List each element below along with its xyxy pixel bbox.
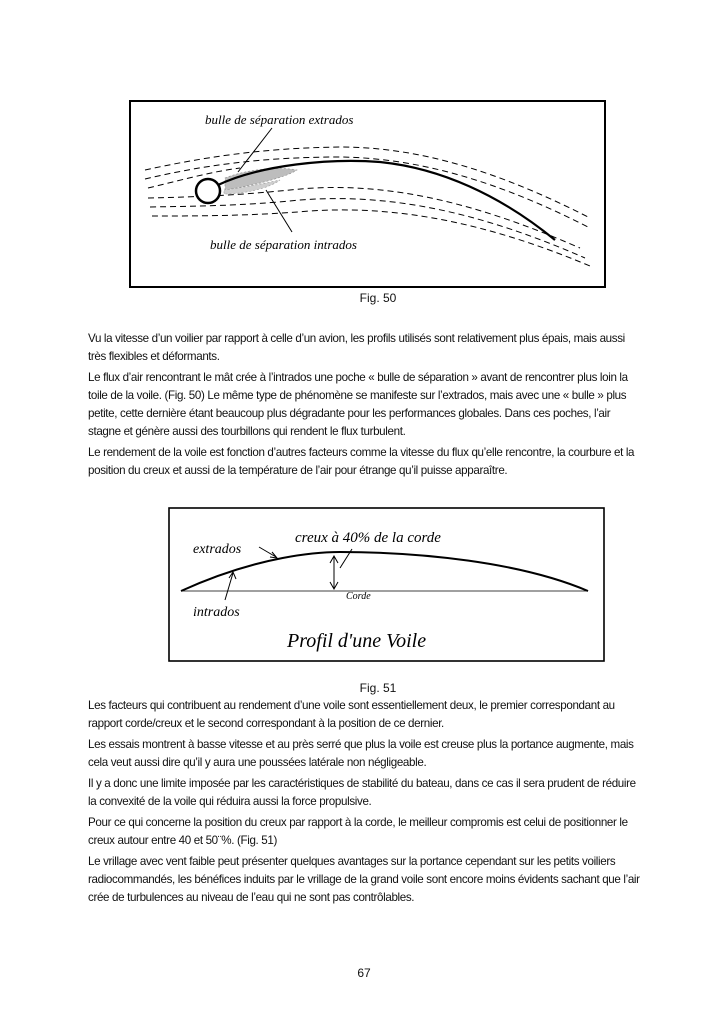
depth-arrow-head-bottom: [330, 582, 338, 589]
label-extrados: extrados: [193, 542, 242, 557]
paragraph: Les facteurs qui contribuent au rendement d’une voile sont essentiellement deux, le premier correspondant au rapport corde/creux et le second correspondant à la position de ce dernier.: [88, 699, 615, 730]
mast-icon: [196, 179, 220, 203]
paragraph: Le flux d’air rencontrant le mât crée à l’intrados une poche « bulle de séparation » avant de rencontrer plus loin la toile de la voile. (Fig. 50) Le même type de phénomène se manifeste sur l’extrados, mais avec une « bulle » plus petite, cette dernière étant beaucoup plus dégradante pour les performances globales. Dans ces poches, l’air stagne et génère aussi des tourbillons qui rendent le flux turbulent.: [88, 371, 628, 438]
figure-51-caption: Fig. 51: [359, 681, 397, 695]
figure-50: [0, 0, 728, 300]
paragraph: Pour ce qui concerne la position du creux par rapport à la corde, le meilleur compromis est celui de positionner le creux autour entre 40 et 50¨%. (Fig. 51): [88, 816, 628, 847]
page-number: 67: [357, 966, 371, 980]
paragraph: Les essais montrent à basse vitesse et au près serré que plus la voile est creuse plus la portance augmente, mais cela veut aussi dire qu’il y aura une poussées latérale non négligeable.: [88, 738, 634, 769]
figure-51-frame: [169, 508, 604, 661]
arrow-head: [229, 572, 236, 579]
pointer-line-extrados: [238, 128, 272, 172]
pointer-line-intrados: [225, 573, 233, 600]
label-creux: creux à 40% de la corde: [295, 530, 441, 546]
paragraph: Il y a donc une limite imposée par les caractéristiques de stabilité du bateau, dans ce cas il sera prudent de réduire la convexité de la voile qui réduira aussi la force propulsive.: [88, 777, 636, 808]
pointer-line-intrados: [266, 190, 292, 232]
label-bulle-extrados: bulle de séparation extrados: [205, 112, 354, 127]
label-intrados: intrados: [193, 605, 240, 620]
pointer-line-extrados: [259, 547, 276, 557]
label-bulle-intrados: bulle de séparation intrados: [210, 237, 357, 252]
text-section-b: [88, 697, 644, 910]
paragraph: Vu la vitesse d’un voilier par rapport à celle d’un avion, les profils utilisés sont relativement plus épais, mais aussi très flexibles et déformants.: [88, 332, 625, 363]
paragraph: Le rendement de la voile est fonction d’autres facteurs comme la vitesse du flux qu’elle rencontre, la courbure et la position du creux et aussi de la température de l’air pour étrange qu’il puisse apparaître.: [88, 446, 635, 477]
depth-arrow-head-top: [330, 556, 338, 563]
figure-51-title: Profil d'une Voile: [287, 630, 427, 652]
arrow-head: [270, 552, 277, 558]
sail-profile-curve: [181, 552, 588, 591]
text-section-a: [88, 330, 644, 483]
paragraph: Le vrillage avec vent faible peut présenter quelques avantages sur la portance cependant sur les petits voiliers radiocommandés, les bénéfices induits par le vrillage de la grand voile sont encore moins évidents sachant que l’air crée de turbulences au niveau de l’eau qui ne sont pas contrôlables.: [88, 855, 640, 904]
pointer-line-creux: [340, 549, 352, 568]
figure-50-caption: Fig. 50: [359, 291, 397, 305]
label-corde: Corde: [346, 591, 371, 602]
